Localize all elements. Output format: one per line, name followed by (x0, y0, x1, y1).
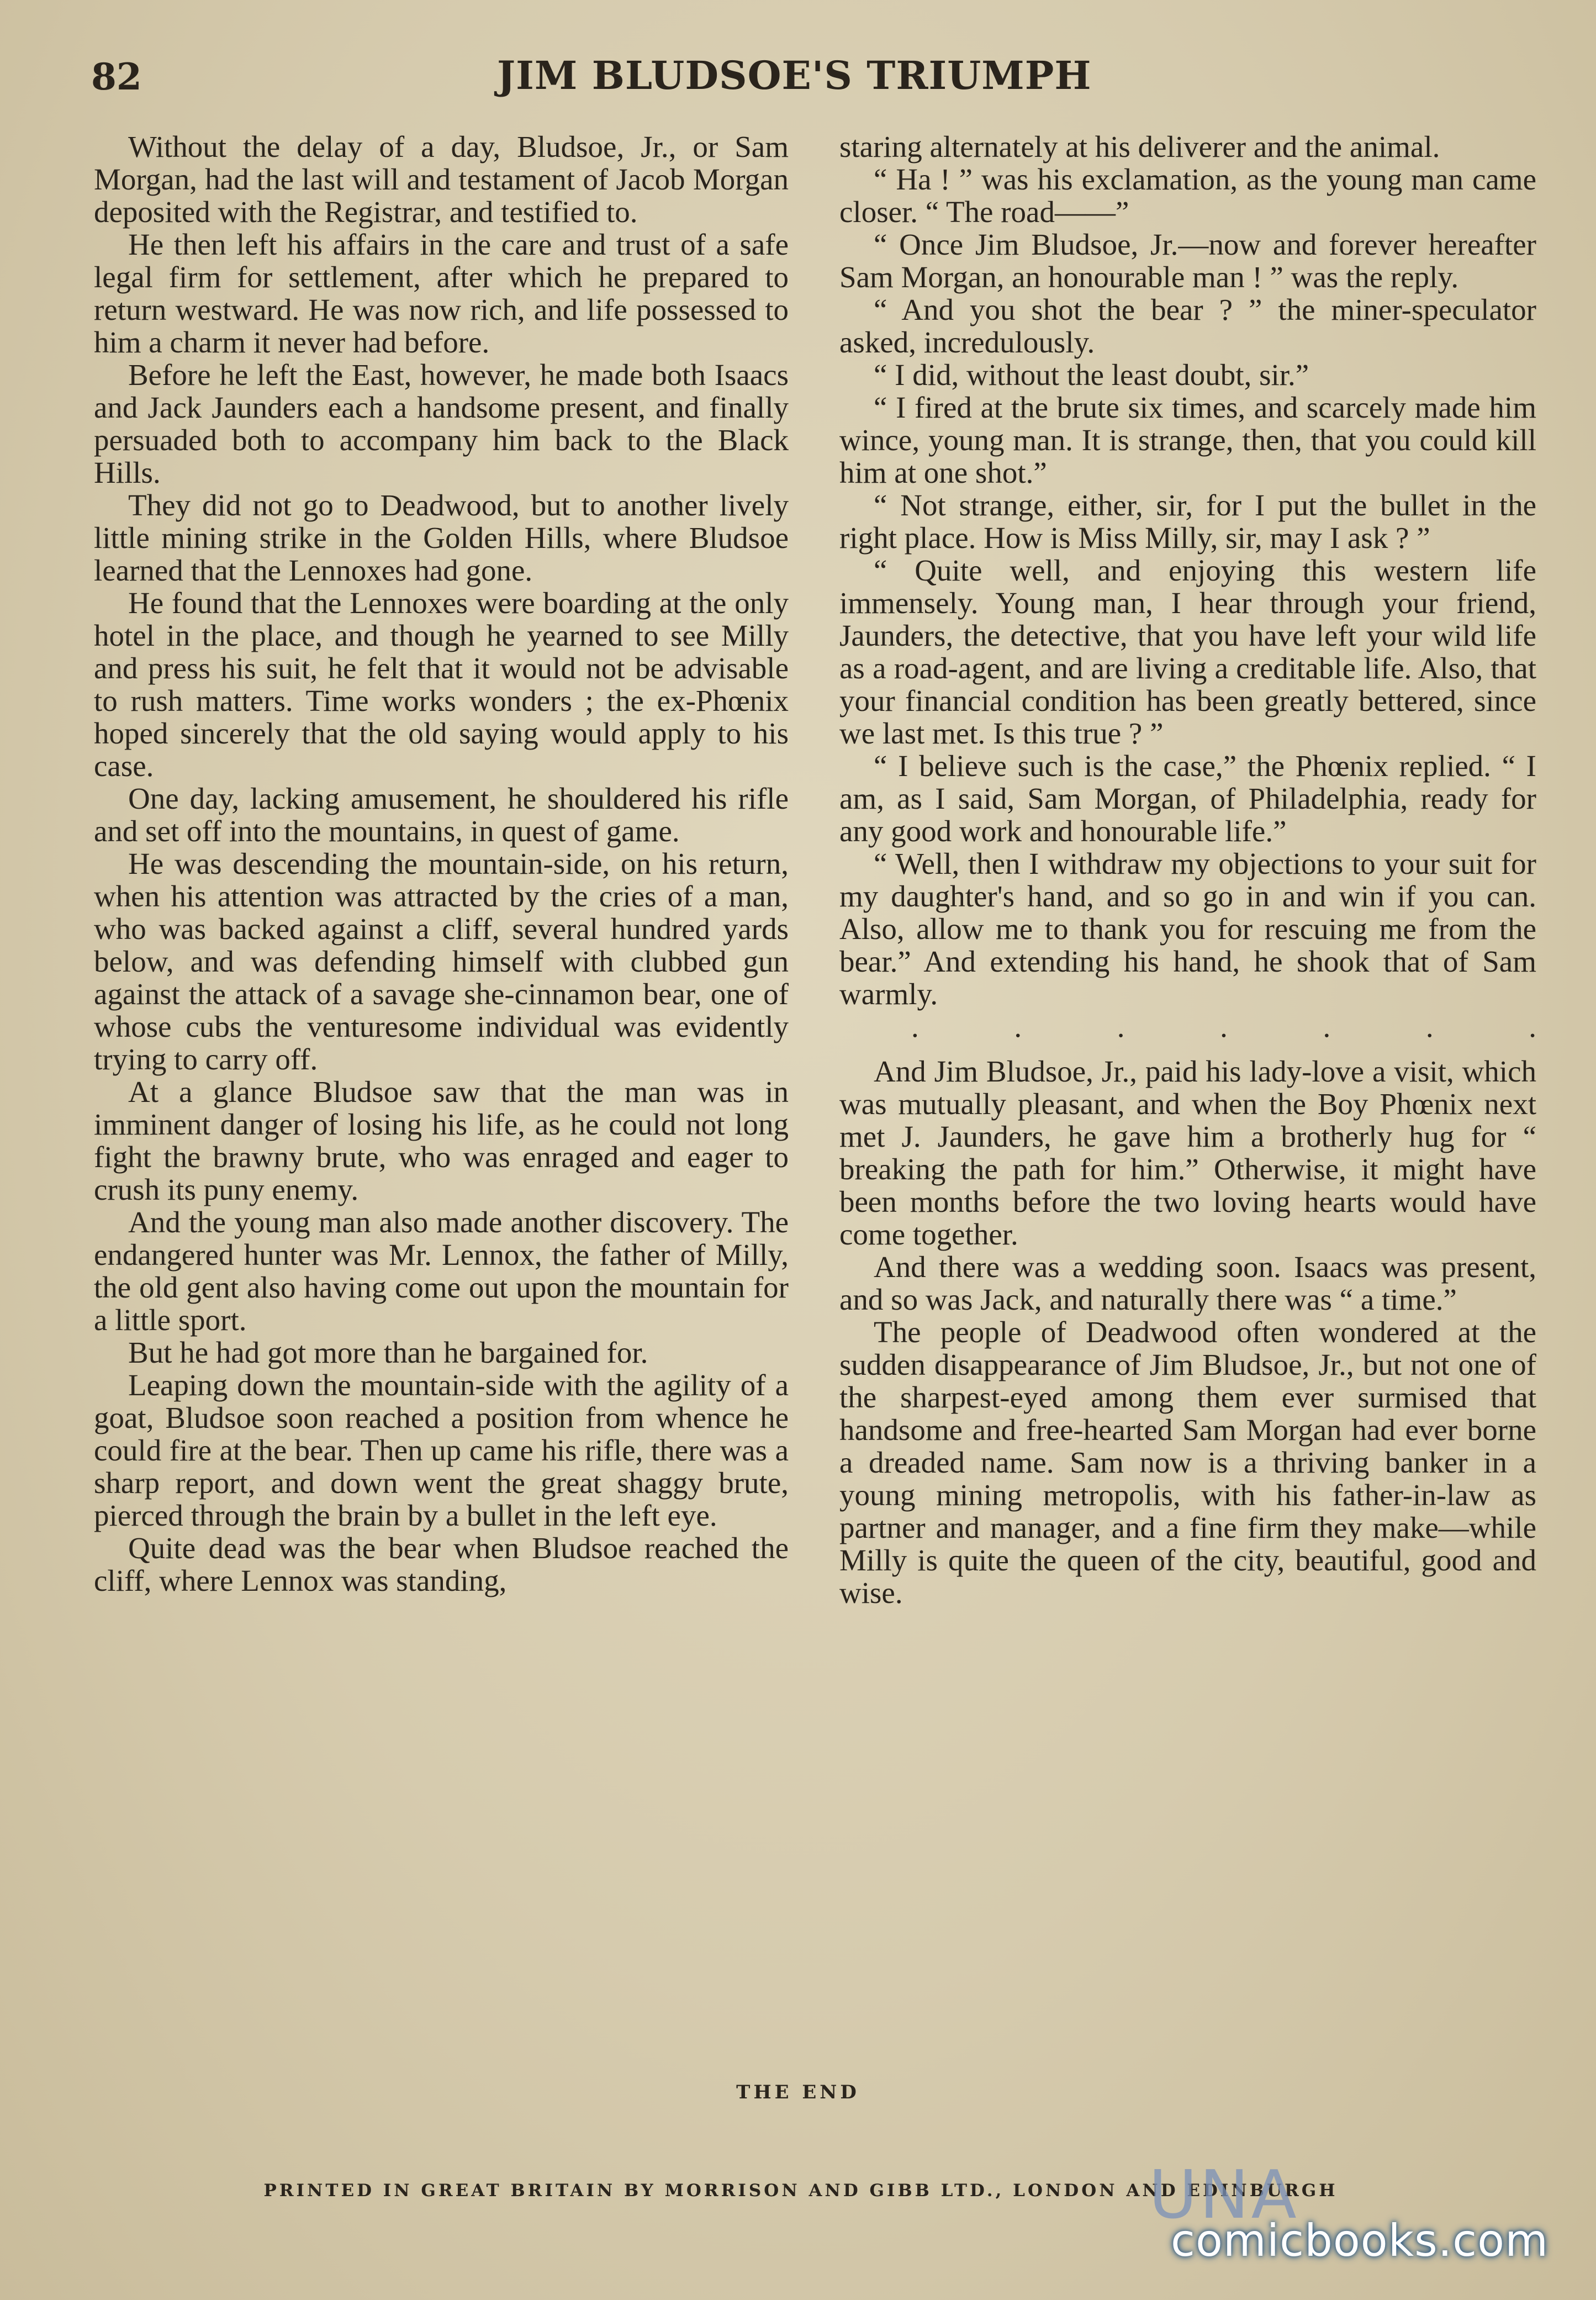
paragraph: The people of Deadwood often wondered at the sudden disappearance of Jim Bludsoe, Jr., but not one of the sharpest-eyed among them ever surmised that handsome and free-hearted Sam Morgan had ever borne a dreaded name. Sam now is a thriving banker in a young mining metropolis, with his father-in-law as partner and manager, and a fine firm they make—while Milly is quite the queen of the city, beautiful, good and wise. (839, 1315, 1536, 1610)
right-column (839, 130, 1536, 1609)
paragraph: At a glance Bludsoe saw that the man was in imminent danger of losing his life, as he could not long fight the brawny brute, who was enraged and eager to crush its puny enemy. (94, 1075, 789, 1206)
paragraph: “ I fired at the brute six times, and scarcely made him wince, young man. It is strange, then, that you could kill him at one shot.” (839, 391, 1536, 489)
paragraph: “ Once Jim Bludsoe, Jr.—now and forever hereafter Sam Morgan, an honourable man ! ” was the reply. (839, 228, 1536, 294)
section-separator: . . . . . . . (911, 1010, 1536, 1043)
paragraph: And there was a wedding soon. Isaacs was present, and so was Jack, and naturally there was “ a time.” (839, 1250, 1536, 1316)
paragraph: “ Not strange, either, sir, for I put the bullet in the right place. How is Miss Milly, sir, may I ask ? ” (839, 488, 1536, 555)
paragraph: And Jim Bludsoe, Jr., paid his lady-love a visit, which was mutually pleasant, and when the Boy Phœnix next met J. Jaunders, he gave him a brotherly hug for “ breaking the path for him.” Otherwise, it might have been months before the two loving hearts would have come together. (839, 1054, 1536, 1251)
page-title: JIM BLUDSOE'S TRIUMPH (497, 52, 1092, 98)
paragraph: Before he left the East, however, he made both Isaacs and Jack Jaunders each a handsome present, and finally persuaded both to accompany him back to the Black Hills. (94, 358, 789, 489)
paragraph: “ I believe such is the case,” the Phœnix replied. “ I am, as I said, Sam Morgan, of Philadelphia, ready for any good work and honourable life.” (839, 749, 1536, 848)
printer-imprint: PRINTED IN GREAT BRITAIN BY MORRISON AND GIBB LTD., LONDON AND EDINBURGH (263, 2181, 1338, 2201)
the-end-label: THE END (736, 2081, 860, 2103)
left-column (94, 130, 789, 1597)
paragraph: And the young man also made another discovery. The endangered hunter was Mr. Lennox, the father of Milly, the old gent also having come out upon the mountain for a little sport. (94, 1205, 789, 1337)
paragraph: “ Ha ! ” was his exclamation, as the young man came closer. “ The road——” (839, 162, 1536, 229)
paragraph: He was descending the mountain-side, on his return, when his attention was attracted by the cries of a man, who was backed against a cliff, several hundred yards below, and was defending himself with clubbed gun against the attack of a savage she-cinnamon bear, one of whose cubs the venturesome individual was evidently trying to carry off. (94, 847, 789, 1076)
paragraph: But he had got more than he bargained for. (128, 1336, 648, 1369)
page-number: 82 (91, 55, 142, 98)
paragraph: “ Well, then I withdraw my objections to your suit for my daughter's hand, and so go in and win if you can. Also, allow me to thank you for rescuing me from the bear.” And extending his hand, he shook that of Sam warmly. (839, 847, 1536, 1011)
paragraph: He then left his affairs in the care and trust of a safe legal firm for settlement, after which he prepared to return westward. He was now rich, and life possessed to him a charm it never had before. (94, 228, 789, 359)
paragraph: One day, lacking amusement, he shouldered his rifle and set off into the mountains, in quest of game. (94, 782, 789, 848)
paragraph: They did not go to Deadwood, but to another lively little mining strike in the Golden Hills, where Bludsoe learned that the Lennoxes had gone. (94, 488, 789, 587)
site-watermark: comicbooks.com (1171, 2215, 1549, 2266)
paragraph: staring alternately at his deliverer and the animal. (839, 130, 1440, 163)
paragraph: “ And you shot the bear ? ” the miner-speculator asked, incredulously. (839, 293, 1536, 359)
paragraph: Without the delay of a day, Bludsoe, Jr., or Sam Morgan, had the last will and testament of Jacob Morgan deposited with the Registrar, and testified to. (94, 130, 789, 229)
ink-stamp: UNA (1149, 2157, 1299, 2234)
paragraph: “ I did, without the least doubt, sir.” (874, 358, 1309, 392)
paragraph: Quite dead was the bear when Bludsoe reached the cliff, where Lennox was standing, (94, 1531, 789, 1597)
paragraph: Leaping down the mountain-side with the agility of a goat, Bludsoe soon reached a position from whence he could fire at the bear. Then up came his rifle, there was a sharp report, and down went the great shaggy brute, pierced through the brain by a bullet in the left eye. (94, 1368, 789, 1532)
paragraph: “ Quite well, and enjoying this western life immensely. Young man, I hear through your friend, Jaunders, the detective, that you have left your wild life as a road-agent, and are living a creditable life. Also, that your financial condition has been greatly bettered, since we last met. Is this true ? ” (839, 553, 1536, 750)
paragraph: He found that the Lennoxes were boarding at the only hotel in the place, and though he yearned to see Milly and press his suit, he felt that it would not be advisable to rush matters. Time works wonders ; the ex-Phœnix hoped sincerely that the old saying would apply to his case. (94, 586, 789, 783)
